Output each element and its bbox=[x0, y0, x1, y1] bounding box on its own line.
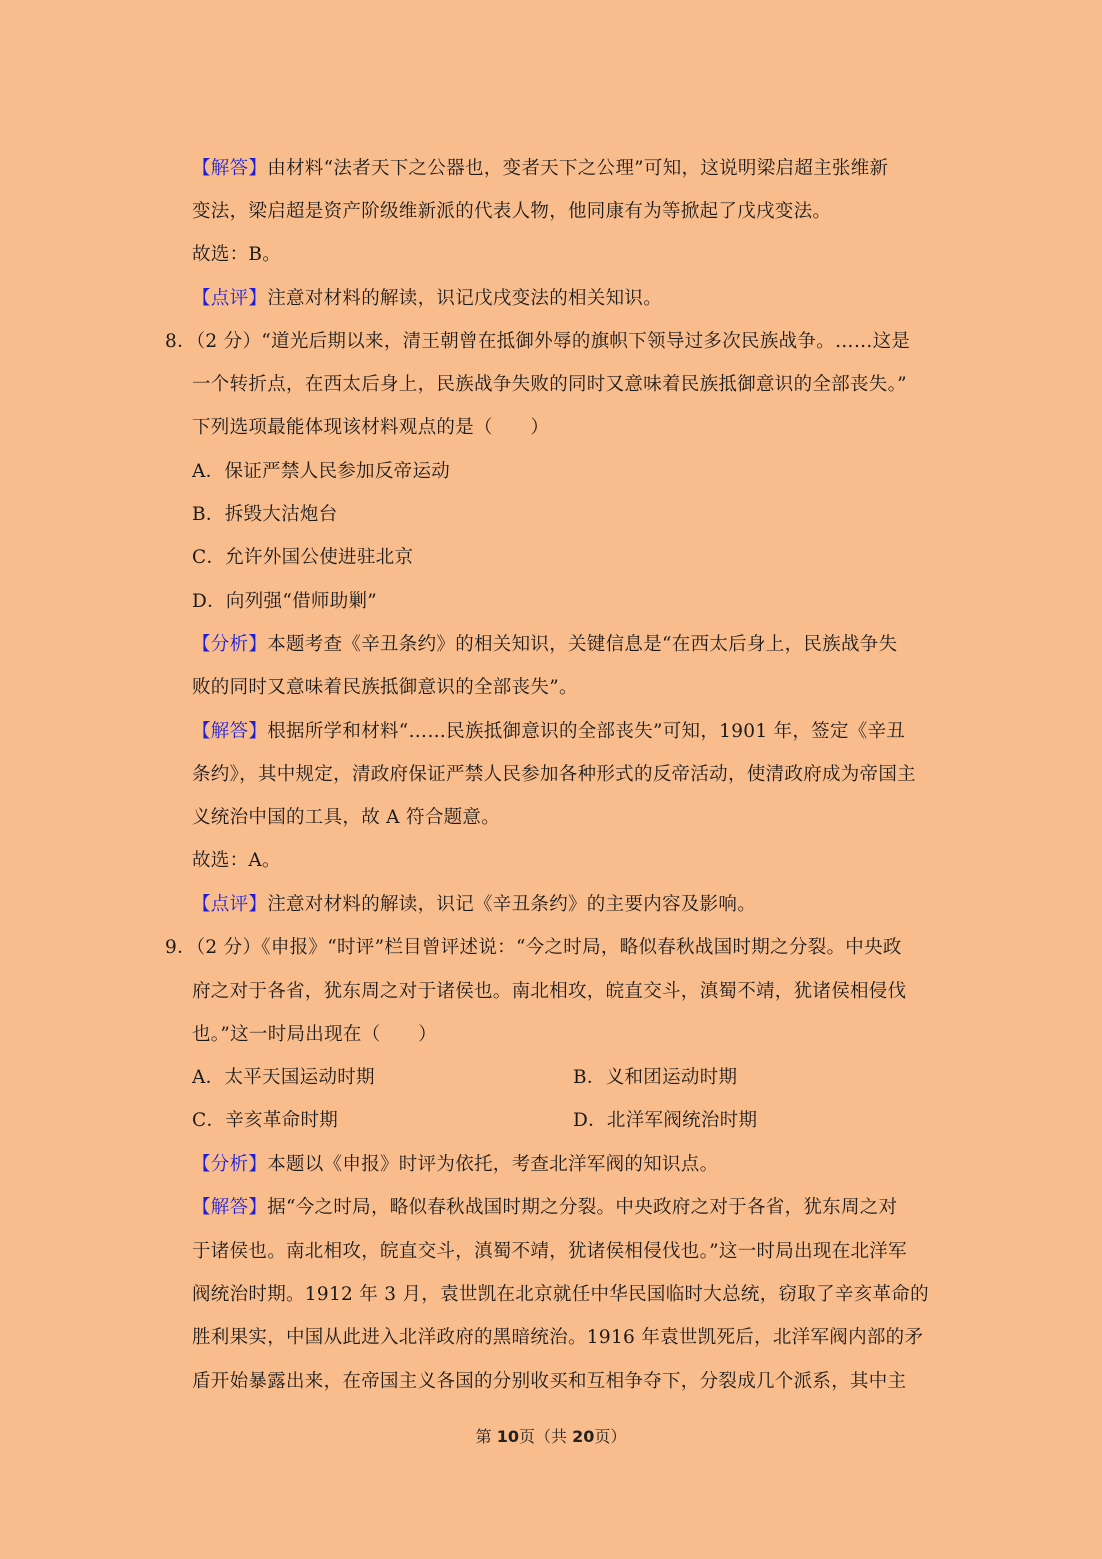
q8-option-c: C．允许外国公使进驻北京 bbox=[192, 547, 414, 568]
q8-stem-line-2: 一个转折点，在西太后身上，民族战争失败的同时又意味着民族抵御意识的全部丧失。” bbox=[192, 374, 907, 395]
q8-comment: 【点评】注意对材料的解读，识记《辛丑条约》的主要内容及影响。 bbox=[192, 894, 757, 915]
q8-answer-line-2: 条约》，其中规定，清政府保证严禁人民参加各种形式的反帝活动，使清政府成为帝国主 bbox=[192, 764, 916, 785]
q8-answer-line-3: 义统治中国的工具，故 A 符合题意。 bbox=[192, 807, 501, 828]
comment-tag: 【点评】 bbox=[192, 894, 268, 915]
q9-analysis: 【分析】本题以《申报》时评为依托，考查北洋军阀的知识点。 bbox=[192, 1154, 719, 1175]
q9-stem-line-1: 9．（2 分）《申报》“时评”栏目曾评述说：“今之时局，略似春秋战国时期之分裂。中央政 bbox=[165, 937, 902, 958]
q9-answer-line-3: 阀统治时期。1912 年 3 月，袁世凯在北京就任中华民国临时大总统，窃取了辛亥革命的 bbox=[192, 1284, 929, 1305]
q9-options-row-1 bbox=[192, 1066, 937, 1090]
question-number: 9． bbox=[165, 937, 196, 958]
total-pages: 20 bbox=[572, 1427, 595, 1446]
comment-tag: 【点评】 bbox=[192, 288, 268, 309]
q8-stem-line-1: 8．（2 分）“道光后期以来，清王朝曾在抵御外辱的旗帜下领导过多次民族战争。……这是 bbox=[165, 331, 911, 352]
q9-answer-line-4: 胜利果实，中国从此进入北洋政府的黑暗统治。1916 年袁世凯死后，北洋军阀内部的矛 bbox=[192, 1327, 924, 1348]
q9-options-row-2 bbox=[192, 1109, 937, 1133]
q9-stem-line-2: 府之对于各省，犹东周之对于诸侯也。南北相攻，皖直交斗，滇蜀不靖，犹诸侯相侵伐 bbox=[192, 981, 907, 1002]
q9-answer-line-1: 【解答】据“今之时局，略似春秋战国时期之分裂。中央政府之对于各省，犹东周之对 bbox=[192, 1197, 898, 1218]
q9-option-b: B．义和团运动时期 bbox=[573, 1067, 738, 1088]
q9-stem-line-3: 也。”这一时局出现在（ ） bbox=[192, 1024, 437, 1045]
answer-tag: 【解答】 bbox=[192, 1197, 268, 1218]
question-number: 8． bbox=[165, 331, 196, 352]
q8-option-a: A．保证严禁人民参加反帝运动 bbox=[192, 461, 451, 482]
answer-tag: 【解答】 bbox=[192, 721, 268, 742]
q9-answer-line-2: 于诸侯也。南北相攻，皖直交斗，滇蜀不靖，犹诸侯相侵伐也。”这一时局出现在北洋军 bbox=[192, 1241, 907, 1262]
answer-tag: 【解答】 bbox=[192, 158, 268, 179]
q9-option-d: D．北洋军阀统治时期 bbox=[573, 1110, 758, 1131]
q7-answer-line-2: 变法，梁启超是资产阶级维新派的代表人物，他同康有为等掀起了戊戌变法。 bbox=[192, 201, 832, 222]
q9-answer-line-5: 盾开始暴露出来，在帝国主义各国的分别收买和互相争夺下，分裂成几个派系，其中主 bbox=[192, 1371, 907, 1392]
q8-answer-line-1: 【解答】根据所学和材料“……民族抵御意识的全部丧失”可知，1901 年，签定《辛丑 bbox=[192, 721, 906, 742]
analysis-tag: 【分析】 bbox=[192, 1154, 268, 1175]
q8-analysis-line-2: 败的同时又意味着民族抵御意识的全部丧失”。 bbox=[192, 677, 578, 698]
q8-choice: 故选：A。 bbox=[192, 850, 281, 871]
q7-answer-line-1: 【解答】由材料“法者天下之公器也，变者天下之公理”可知，这说明梁启超主张维新 bbox=[192, 158, 889, 179]
q7-choice: 故选：B。 bbox=[192, 244, 282, 265]
q8-option-d: D．向列强“借师助剿” bbox=[192, 591, 378, 612]
current-page-number: 10 bbox=[496, 1427, 519, 1446]
q7-comment: 【点评】注意对材料的解读，识记戊戌变法的相关知识。 bbox=[192, 288, 663, 309]
q9-option-c: C．辛亥革命时期 bbox=[192, 1110, 339, 1131]
q8-analysis-line-1: 【分析】本题考查《辛丑条约》的相关知识，关键信息是“在西太后身上，民族战争失 bbox=[192, 634, 898, 655]
q8-option-b: B．拆毁大沽炮台 bbox=[192, 504, 338, 525]
analysis-tag: 【分析】 bbox=[192, 634, 268, 655]
q8-stem-line-3: 下列选项最能体现该材料观点的是（ ） bbox=[192, 417, 550, 438]
q9-option-a: A．太平天国运动时期 bbox=[192, 1067, 375, 1088]
page-footer: 第 10页（共 20页） bbox=[475, 1427, 627, 1446]
